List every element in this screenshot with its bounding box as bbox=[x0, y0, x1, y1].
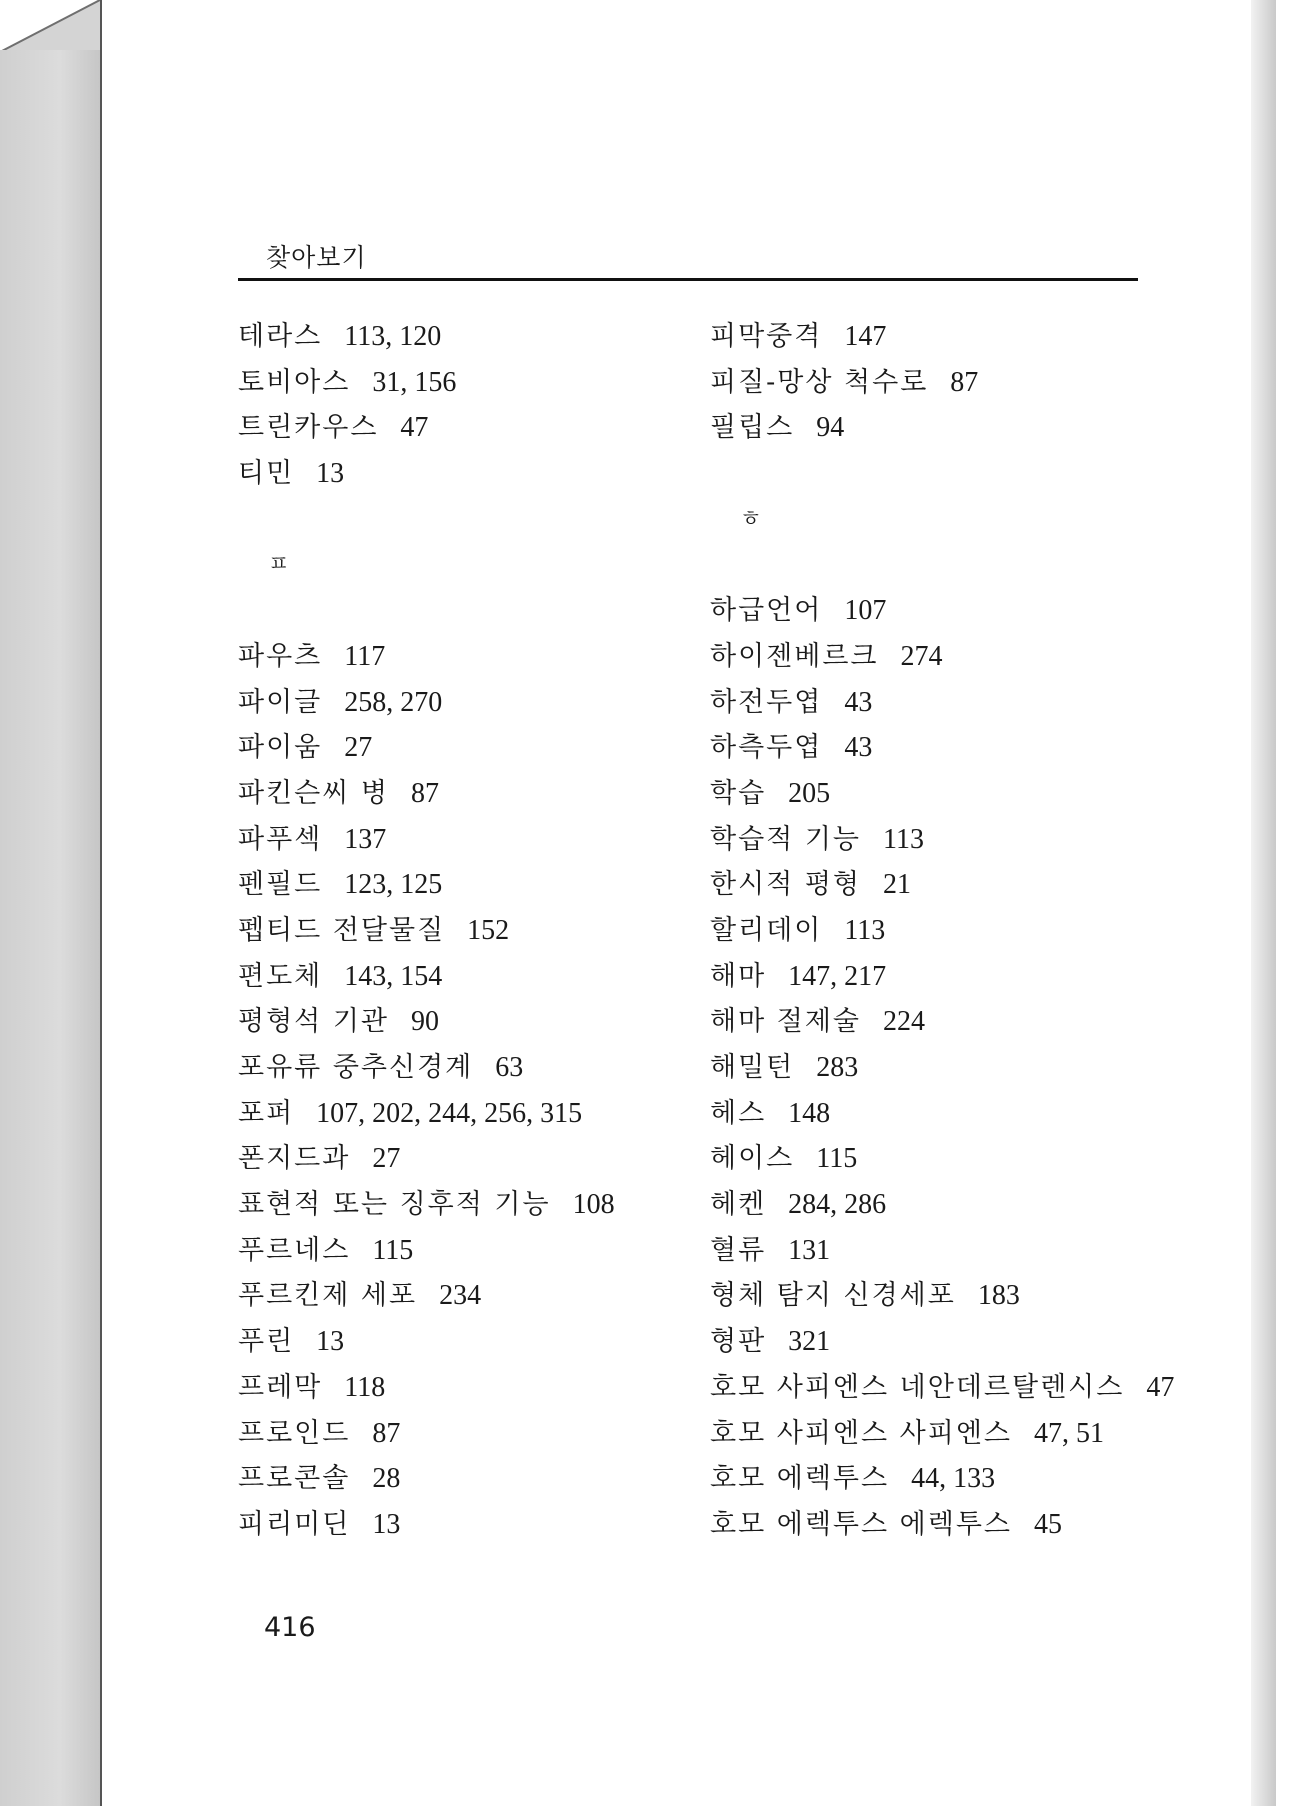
index-entry bbox=[238, 455, 678, 501]
index-entry bbox=[238, 1415, 678, 1461]
index-page-refs: 274 bbox=[900, 640, 943, 672]
index-entry bbox=[238, 1186, 678, 1232]
index-term: 파푸섹 bbox=[238, 823, 323, 855]
book-edge bbox=[0, 50, 102, 1806]
index-term: 트린카우스 bbox=[238, 412, 379, 444]
index-term: 호모 에렉투스 에렉투스 bbox=[710, 1508, 1012, 1540]
page-shadow bbox=[1251, 0, 1276, 1806]
index-page-refs: 205 bbox=[788, 777, 831, 809]
index-term: 피리미딘 bbox=[238, 1508, 351, 1540]
index-term: 해밀턴 bbox=[710, 1052, 795, 1083]
index-entry bbox=[710, 1095, 1170, 1141]
index-page-refs: 321 bbox=[788, 1326, 831, 1358]
index-entry bbox=[710, 1140, 1170, 1186]
index-term: 형체 탐지 신경세포 bbox=[710, 1280, 956, 1312]
index-term: 하전두엽 bbox=[710, 686, 823, 718]
index-entry bbox=[238, 1140, 678, 1186]
index-page-refs: 28 bbox=[372, 1463, 401, 1495]
index-entry bbox=[238, 775, 678, 821]
index-page-refs: 43 bbox=[844, 686, 873, 718]
index-entry bbox=[710, 1506, 1170, 1552]
index-term: 하측두엽 bbox=[710, 732, 823, 764]
index-page-refs: 152 bbox=[467, 914, 510, 946]
index-entry bbox=[238, 1232, 678, 1278]
index-term: 헤이스 bbox=[710, 1143, 795, 1175]
index-entry bbox=[710, 1369, 1175, 1415]
index-page-refs: 94 bbox=[816, 412, 845, 444]
index-term: 티민 bbox=[238, 458, 295, 490]
index-page-refs: 27 bbox=[344, 732, 373, 764]
index-term: 펜필드 bbox=[238, 869, 323, 901]
index-term: 테라스 bbox=[238, 321, 323, 352]
index-term: 호모 사피엔스 네안데르탈렌시스 bbox=[710, 1371, 1125, 1403]
index-entry bbox=[238, 1003, 678, 1049]
index-gap bbox=[710, 455, 1170, 501]
index-page-refs: 108 bbox=[572, 1189, 615, 1221]
index-term: 프로콘솔 bbox=[238, 1463, 351, 1495]
index-page-refs: 13 bbox=[372, 1508, 401, 1540]
index-term: 할리데이 bbox=[710, 914, 823, 946]
index-page-refs: 117 bbox=[344, 640, 386, 672]
index-page-refs: 44, 133 bbox=[911, 1463, 996, 1495]
index-term: 하급언어 bbox=[710, 595, 823, 627]
index-page-refs: 147, 217 bbox=[788, 960, 887, 992]
index-entry bbox=[710, 318, 1170, 364]
index-term: 파우츠 bbox=[238, 640, 323, 672]
index-gap bbox=[710, 546, 1170, 592]
index-page-refs: 107 bbox=[844, 595, 887, 627]
index-entry bbox=[710, 638, 1170, 684]
index-page-refs: 21 bbox=[883, 869, 911, 901]
index-entry bbox=[710, 729, 1170, 775]
index-entry bbox=[710, 1186, 1170, 1232]
index-term: 폰지드과 bbox=[238, 1143, 351, 1175]
index-page-refs: 47, 51 bbox=[1034, 1417, 1104, 1449]
index-entry bbox=[238, 1369, 678, 1415]
running-header: 찾아보기 bbox=[266, 243, 367, 272]
index-page-refs: 283 bbox=[816, 1052, 859, 1083]
index-entry bbox=[710, 1277, 1170, 1323]
index-term: 파이움 bbox=[238, 732, 323, 764]
index-page-refs: 13 bbox=[316, 1326, 345, 1358]
index-page-refs: 258, 270 bbox=[344, 686, 443, 718]
index-term: 호모 에렉투스 bbox=[710, 1463, 890, 1495]
index-page-refs: 224 bbox=[883, 1006, 925, 1038]
index-term: 해마 절제술 bbox=[710, 1006, 861, 1038]
index-page-refs: 31, 156 bbox=[372, 366, 457, 398]
index-term: 파이글 bbox=[238, 686, 323, 718]
index-entry bbox=[710, 364, 1170, 410]
index-page-refs: 148 bbox=[788, 1097, 831, 1129]
index-term: 포퍼 bbox=[238, 1097, 295, 1129]
index-entry bbox=[710, 958, 1170, 1004]
index-term: 푸르킨제 세포 bbox=[238, 1280, 418, 1312]
index-page-refs: 113 bbox=[883, 823, 924, 855]
index-page-refs: 143, 154 bbox=[344, 960, 443, 992]
index-page-refs: 137 bbox=[344, 823, 387, 855]
index-term: 평형석 기관 bbox=[238, 1006, 389, 1038]
index-page-refs: 43 bbox=[844, 732, 873, 764]
index-term: 푸린 bbox=[238, 1326, 295, 1358]
index-page-refs: 131 bbox=[788, 1234, 831, 1266]
index-entry bbox=[710, 1232, 1170, 1278]
index-term: 헤켄 bbox=[710, 1189, 767, 1221]
index-entry bbox=[710, 1460, 1170, 1506]
index-column-right bbox=[710, 318, 1175, 1552]
index-entry bbox=[710, 1323, 1170, 1369]
index-page-refs: 13 bbox=[316, 458, 345, 490]
index-gap bbox=[238, 592, 678, 638]
index-term: 한시적 평형 bbox=[710, 869, 861, 901]
index-entry bbox=[238, 958, 678, 1004]
index-page-refs: 63 bbox=[495, 1052, 524, 1083]
index-entry bbox=[710, 409, 1170, 455]
index-term: 파킨슨씨 병 bbox=[238, 777, 389, 809]
index-page-refs: 147 bbox=[844, 321, 887, 352]
index-entry bbox=[238, 1095, 678, 1141]
index-page-refs: 87 bbox=[950, 366, 979, 398]
index-term: 푸르네스 bbox=[238, 1234, 351, 1266]
index-entry bbox=[238, 1506, 678, 1552]
index-entry bbox=[238, 729, 678, 775]
index-entry bbox=[710, 684, 1170, 730]
index-page-refs: 87 bbox=[411, 777, 439, 809]
index-page-refs: 123, 125 bbox=[344, 869, 443, 901]
index-term: 프레막 bbox=[238, 1371, 323, 1403]
index-page-refs: 47 bbox=[1146, 1371, 1175, 1403]
index-term: 하이젠베르크 bbox=[710, 640, 879, 672]
book-edge-top bbox=[0, 0, 102, 52]
index-column-left bbox=[238, 318, 678, 1552]
index-page-refs: 27 bbox=[372, 1143, 401, 1175]
index-page-refs: 87 bbox=[372, 1417, 401, 1449]
index-term: 학습적 기능 bbox=[710, 823, 861, 855]
index-term: 펩티드 전달물질 bbox=[238, 914, 446, 946]
index-term: 헤스 bbox=[710, 1097, 767, 1129]
index-entry bbox=[710, 821, 1170, 867]
index-section-heading: ㅎ bbox=[740, 506, 762, 532]
index-entry bbox=[238, 364, 678, 410]
page-number: 416 bbox=[264, 1612, 316, 1643]
index-entry bbox=[238, 1460, 678, 1506]
index-entry bbox=[710, 1415, 1170, 1461]
index-term: 표현적 또는 징후적 기능 bbox=[238, 1189, 551, 1221]
index-entry bbox=[710, 1003, 1170, 1049]
header-rule bbox=[238, 278, 1138, 281]
index-page-refs: 115 bbox=[372, 1234, 414, 1266]
index-gap bbox=[238, 501, 678, 547]
index-entry bbox=[238, 318, 678, 364]
index-entry bbox=[238, 866, 678, 912]
index-term: 편도체 bbox=[238, 960, 323, 992]
index-section-heading: ㅍ bbox=[268, 552, 290, 578]
index-entry bbox=[710, 912, 1170, 958]
index-term: 피막중격 bbox=[710, 321, 823, 352]
index-page-refs: 113, 120 bbox=[344, 321, 442, 352]
index-page-refs: 118 bbox=[344, 1371, 386, 1403]
index-term: 프로인드 bbox=[238, 1417, 351, 1449]
index-term: 형판 bbox=[710, 1326, 767, 1358]
index-term: 해마 bbox=[710, 960, 767, 992]
index-page-refs: 115 bbox=[816, 1143, 858, 1175]
index-page-refs: 107, 202, 244, 256, 315 bbox=[316, 1097, 583, 1129]
index-page-refs: 47 bbox=[400, 412, 429, 444]
index-entry bbox=[238, 638, 678, 684]
index-entry bbox=[710, 866, 1170, 912]
index-entry bbox=[238, 821, 678, 867]
index-term: 포유류 중추신경계 bbox=[238, 1052, 474, 1083]
index-page-refs: 183 bbox=[977, 1280, 1020, 1312]
index-entry bbox=[238, 409, 678, 455]
index-entry bbox=[238, 912, 678, 958]
index-term: 학습 bbox=[710, 777, 767, 809]
index-page-refs: 113 bbox=[844, 914, 886, 946]
index-page-refs: 90 bbox=[411, 1006, 439, 1038]
index-term: 혈류 bbox=[710, 1234, 767, 1266]
index-term: 호모 사피엔스 사피엔스 bbox=[710, 1417, 1012, 1449]
index-page-refs: 284, 286 bbox=[788, 1189, 887, 1221]
index-entry bbox=[710, 592, 1170, 638]
index-entry bbox=[238, 1277, 678, 1323]
index-entry bbox=[238, 1049, 678, 1095]
index-entry bbox=[710, 775, 1170, 821]
index-term: 토비아스 bbox=[238, 366, 351, 398]
index-page-refs: 45 bbox=[1034, 1508, 1062, 1540]
index-entry bbox=[238, 684, 678, 730]
index-entry bbox=[238, 1323, 678, 1369]
index-entry bbox=[710, 1049, 1170, 1095]
index-term: 필립스 bbox=[710, 412, 795, 444]
index-term: 피질-망상 척수로 bbox=[710, 366, 929, 398]
index-page-refs: 234 bbox=[439, 1280, 482, 1312]
